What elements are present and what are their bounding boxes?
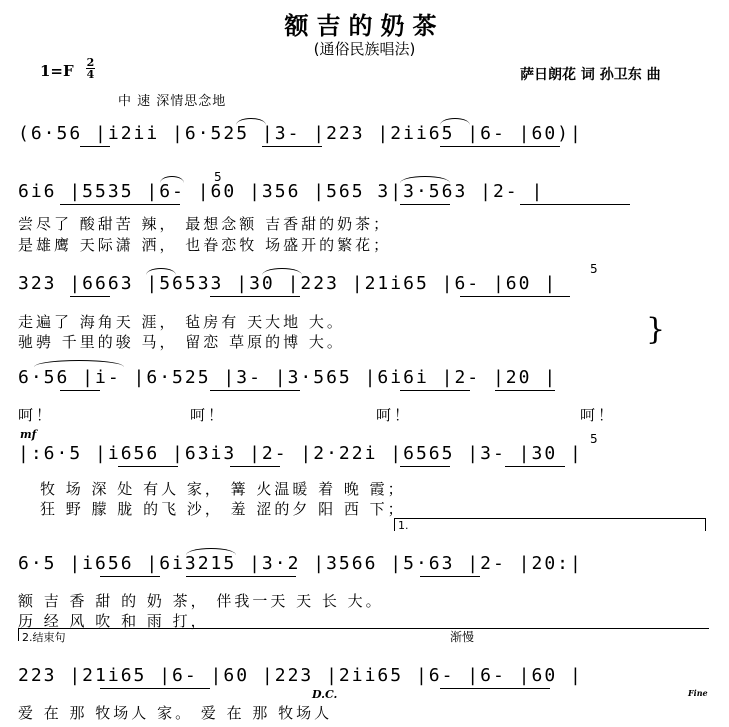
underline: [60, 390, 100, 391]
underline: [520, 204, 630, 205]
lyric-line: 牧 场 深 处 有人 家， 篝 火温暖 着 晚 霞；: [40, 480, 406, 498]
underline: [262, 146, 322, 147]
time-signature: [86, 57, 95, 80]
meter-top: 2: [86, 56, 95, 69]
underline: [420, 576, 480, 577]
underline: [80, 146, 110, 147]
slur: [146, 268, 176, 275]
staff-notes: 223 |21i65 |6- |60 |223 |2ii65 |6- |6- |60 |: [18, 665, 583, 686]
underline: [100, 688, 210, 689]
tempo-change: 渐慢: [450, 630, 475, 644]
volta-bracket-2: [18, 628, 709, 641]
lyric-line: 尝尽了 酸甜苦 辣， 最想念额 吉香甜的奶茶；: [18, 215, 392, 233]
underline: [70, 296, 110, 297]
staff-row-6: [0, 552, 729, 592]
song-subtitle: (通俗民族唱法): [313, 40, 416, 58]
lyric-exclaim: 呵！: [18, 406, 55, 424]
song-title: 额吉的奶茶: [284, 12, 445, 40]
underline: [400, 466, 450, 467]
lyric-line: 驰骋 千里的骏 马， 留恋 草原的博 大。: [18, 333, 345, 351]
underline: [100, 576, 160, 577]
lyric-line: 额 吉 香 甜 的 奶 茶， 伴我一天 天 长 大。: [18, 592, 384, 610]
staff-row-5: [0, 442, 729, 482]
underline: [210, 390, 300, 391]
slur: [186, 548, 236, 555]
underline: [400, 204, 450, 205]
grace-note: 5: [214, 170, 222, 184]
underline: [505, 466, 565, 467]
underline: [118, 466, 178, 467]
slur: [262, 268, 302, 275]
volta-bracket-1: [394, 518, 706, 531]
underline: [186, 576, 296, 577]
volta-label: 1.: [398, 519, 409, 532]
lyric-line: 是雄鹰 天际潇 洒， 也眷恋牧 场盛开的繁花；: [18, 236, 392, 254]
staff-notes: 6·56 |i- |6·525 |3- |3·565 |6i6i |2- |20 |: [18, 367, 558, 388]
lyric-line: 爱 在 那 牧场人 家。 爱 在 那 牧场人: [18, 704, 333, 722]
grace-note: 5: [590, 262, 598, 276]
lyric-exclaim: 呵！: [376, 406, 413, 424]
underline: [460, 296, 570, 297]
lyric-line: 狂 野 朦 胧 的飞 沙， 羞 涩的夕 阳 西 下；: [40, 500, 406, 518]
slur: [400, 176, 450, 183]
underline: [495, 390, 555, 391]
dc-marking: D.C.: [312, 688, 338, 701]
underline: [440, 146, 560, 147]
staff-notes: 323 |6663 |56533 |30 |223 |21i65 |6- |60 |: [18, 273, 558, 294]
meter-bottom: 4: [86, 68, 95, 81]
lyric-line: 历 经 风 吹 和 雨 打，: [18, 612, 209, 630]
fine-marking: Fine: [688, 688, 708, 698]
slur: [34, 360, 124, 367]
credits: 萨日朗花 词 孙卫东 曲: [520, 67, 661, 83]
key-signature: 1=F: [40, 62, 74, 80]
slur: [160, 176, 184, 183]
staff-notes: |:6·5 |i656 |63i3 |2- |2·22i |6565 |3- |30 |: [18, 443, 583, 464]
lyric-exclaim: 呵！: [190, 406, 227, 424]
staff-notes: (6·56 |i2ii |6·525 |3- |223 |2ii65 |6- |60)|: [18, 123, 583, 144]
lyric-exclaim: 呵！: [580, 406, 617, 424]
grace-note: 5: [590, 432, 598, 446]
staff-row-4: [0, 366, 729, 406]
lyric-line: 走遍了 海角天 涯， 毡房有 天大地 大。: [18, 313, 345, 331]
underline: [230, 466, 280, 467]
staff-row-1: [0, 122, 729, 162]
underline: [210, 296, 300, 297]
underline: [440, 688, 550, 689]
underline: [60, 204, 180, 205]
slur: [440, 118, 470, 125]
dynamic-marking: mf: [20, 428, 37, 441]
staff-notes: 6·5 |i656 |6i3215 |3·2 |3566 |5·63 |2- |20:|: [18, 553, 583, 574]
staff-row-3: [0, 272, 729, 312]
staff-notes: 6i6 |5535 |6- |60 |356 |565 3|3·563 |2- |: [18, 181, 545, 202]
tempo-marking: 中 速 深情思念地: [118, 94, 227, 109]
staff-row-7: [0, 664, 729, 704]
slur: [236, 118, 266, 125]
volta-label: 2.结束句: [22, 631, 66, 644]
brace-symbol: }: [646, 312, 666, 347]
underline: [400, 390, 470, 391]
